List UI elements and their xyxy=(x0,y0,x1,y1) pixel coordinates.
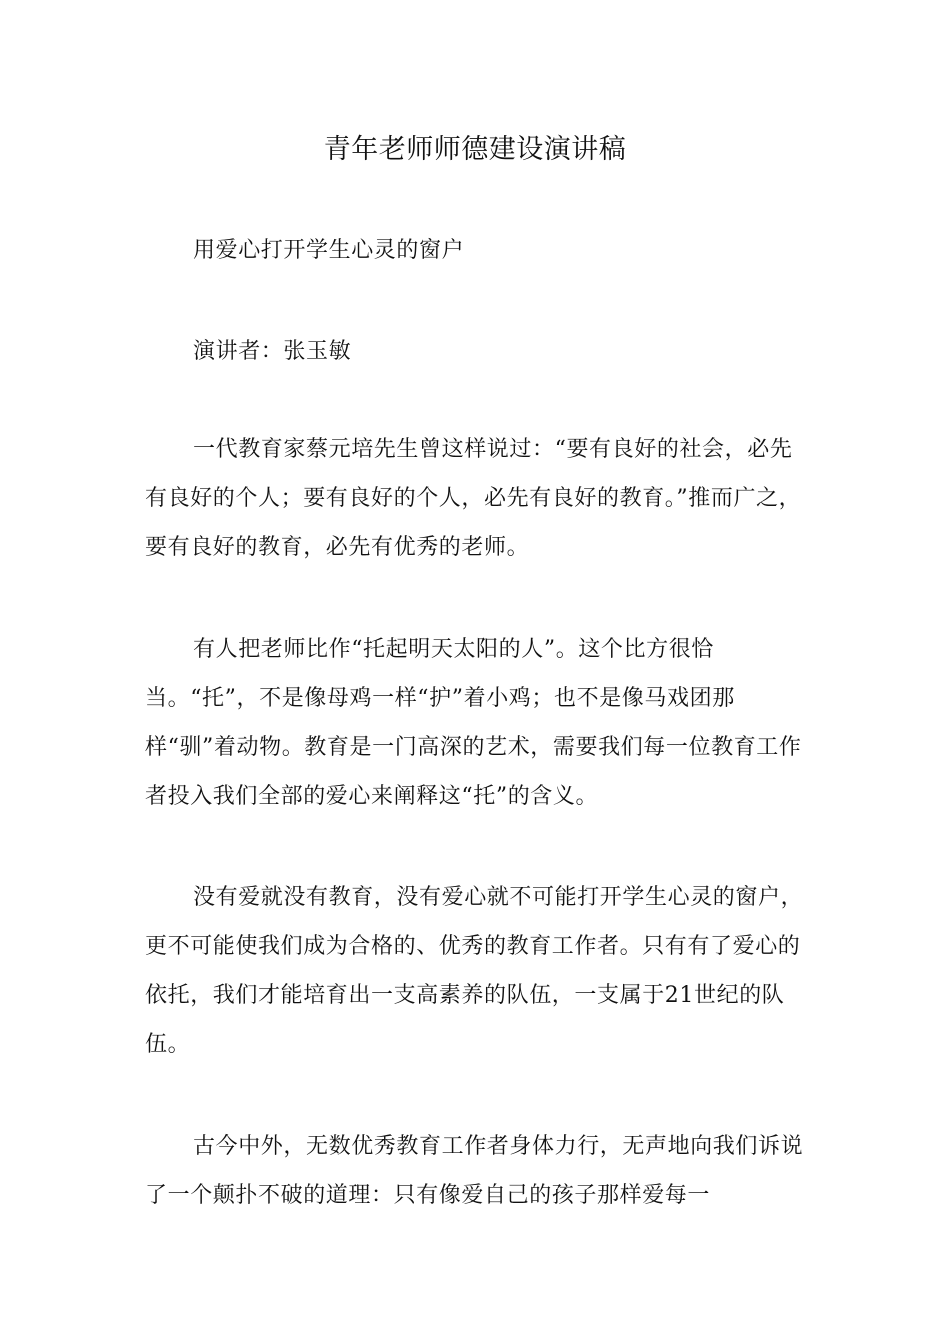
body-paragraph: 古今中外，无数优秀教育工作者身体力行，无声地向我们诉说了一个颠扑不破的道理：只有像爱自己的孩子那样爱每一 xyxy=(145,1134,804,1208)
document-title: 青年老师师德建设演讲稿 xyxy=(323,134,627,165)
speaker-line: 演讲者：张玉敏 xyxy=(193,339,352,364)
body-paragraph: 没有爱就没有教育，没有爱心就不可能打开学生心灵的窗户，更不可能使我们成为合格的、优秀的教育工作者。只有有了爱心的依托，我们才能培育出一支高素养的队伍，一支属于21世纪的队伍。 xyxy=(145,885,804,1057)
body-paragraph: 一代教育家蔡元培先生曾这样说过：“要有良好的社会，必先有良好的个人；要有良好的个人，必先有良好的教育。”推而广之，要有良好的教育，必先有优秀的老师。 xyxy=(145,437,802,560)
body-paragraph: 有人把老师比作“托起明天太阳的人”。这个比方很恰当。“托”，不是像母鸡一样“护”着小鸡；也不是像马戏团那样“驯”着动物。教育是一门高深的艺术，需要我们每一位教育工作者投入我们全部的爱心来阐释这“托”的含义。 xyxy=(145,637,802,809)
speech-subtitle: 用爱心打开学生心灵的窗户 xyxy=(193,238,465,263)
